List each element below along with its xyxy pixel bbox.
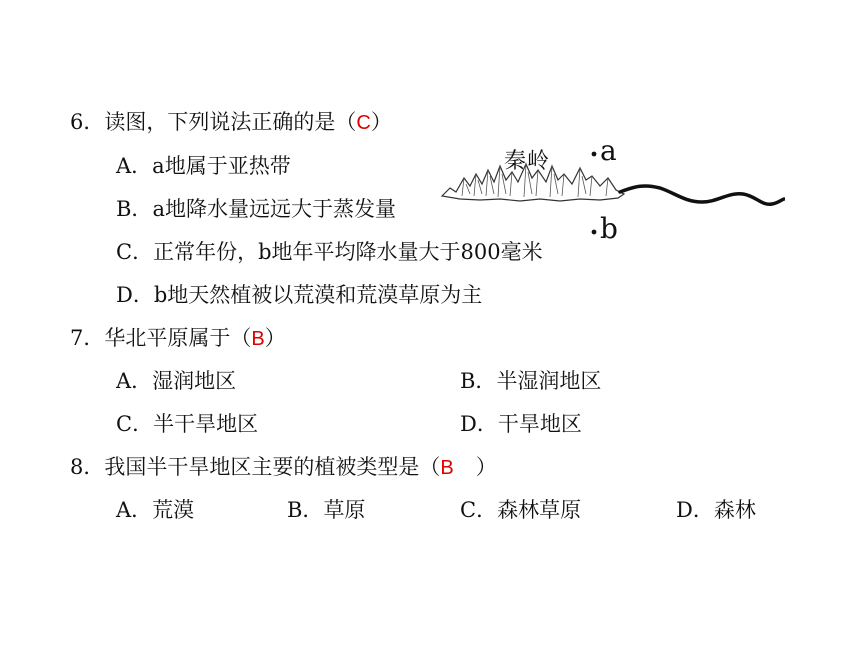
- question-number: 6．: [70, 110, 105, 134]
- answer-mark: B: [251, 328, 265, 350]
- answer-mark: C: [356, 112, 371, 134]
- point-a-label: a: [600, 134, 617, 167]
- option-text: 半干旱地区: [153, 412, 259, 436]
- question-number: 8．: [70, 455, 105, 479]
- option-text: a地降水量远远大于蒸发量: [152, 197, 396, 221]
- question-8-option-a: [116, 496, 194, 524]
- question-7-option-d: [460, 410, 582, 438]
- option-text: b地天然植被以荒漠和荒漠草原为主: [153, 283, 483, 307]
- option-letter: A．: [116, 369, 153, 393]
- option-text: 正常年份，b地年平均降水量大于800毫米: [153, 240, 543, 264]
- option-text: a地属于亚热带: [152, 154, 291, 178]
- point-a-dot: [592, 152, 597, 157]
- question-7-option-a: [116, 367, 236, 395]
- option-letter: D．: [460, 412, 498, 436]
- question-text: 读图，下列说法正确的是（: [104, 110, 357, 134]
- option-text: 草原: [323, 498, 366, 522]
- option-text: 湿润地区: [152, 369, 237, 393]
- close-paren: ）: [370, 110, 392, 134]
- question-6-option-b: [116, 195, 396, 223]
- option-letter: D．: [116, 283, 154, 307]
- option-letter: A．: [116, 498, 153, 522]
- point-b-label: b: [600, 212, 618, 245]
- option-text: 半湿润地区: [496, 369, 602, 393]
- option-letter: B．: [116, 197, 153, 221]
- option-letter: B．: [287, 498, 324, 522]
- option-letter: C．: [116, 240, 154, 264]
- question-number: 7．: [70, 326, 105, 350]
- mountain-label: 秦岭: [504, 149, 551, 174]
- option-letter: A．: [116, 154, 153, 178]
- river-line: [620, 186, 784, 204]
- option-text: 荒漠: [152, 498, 195, 522]
- question-7-stem: [70, 324, 286, 353]
- close-paren: ）: [264, 326, 286, 350]
- option-text: 干旱地区: [497, 412, 582, 436]
- option-letter: C．: [460, 498, 498, 522]
- option-text: 森林: [713, 498, 756, 522]
- close-paren: ）: [475, 455, 497, 479]
- question-6-stem: [70, 108, 392, 137]
- question-text: 华北平原属于（: [104, 326, 252, 350]
- point-b-dot: [592, 230, 597, 235]
- question-8-stem: [70, 453, 497, 482]
- question-text: 我国半干旱地区主要的植被类型是（: [104, 455, 441, 479]
- answer-mark: B: [440, 457, 454, 479]
- option-text: 森林草原: [497, 498, 582, 522]
- question-8-option-b: [287, 496, 365, 524]
- option-letter: C．: [116, 412, 154, 436]
- question-7-option-c: [116, 410, 258, 438]
- question-7-option-b: [460, 367, 601, 395]
- option-letter: D．: [676, 498, 714, 522]
- qinling-figure: [440, 136, 785, 246]
- question-6-option-d: [116, 281, 482, 309]
- question-6-option-a: [116, 152, 291, 180]
- question-8-option-d: [676, 496, 756, 524]
- option-letter: B．: [460, 369, 497, 393]
- question-8-option-c: [460, 496, 581, 524]
